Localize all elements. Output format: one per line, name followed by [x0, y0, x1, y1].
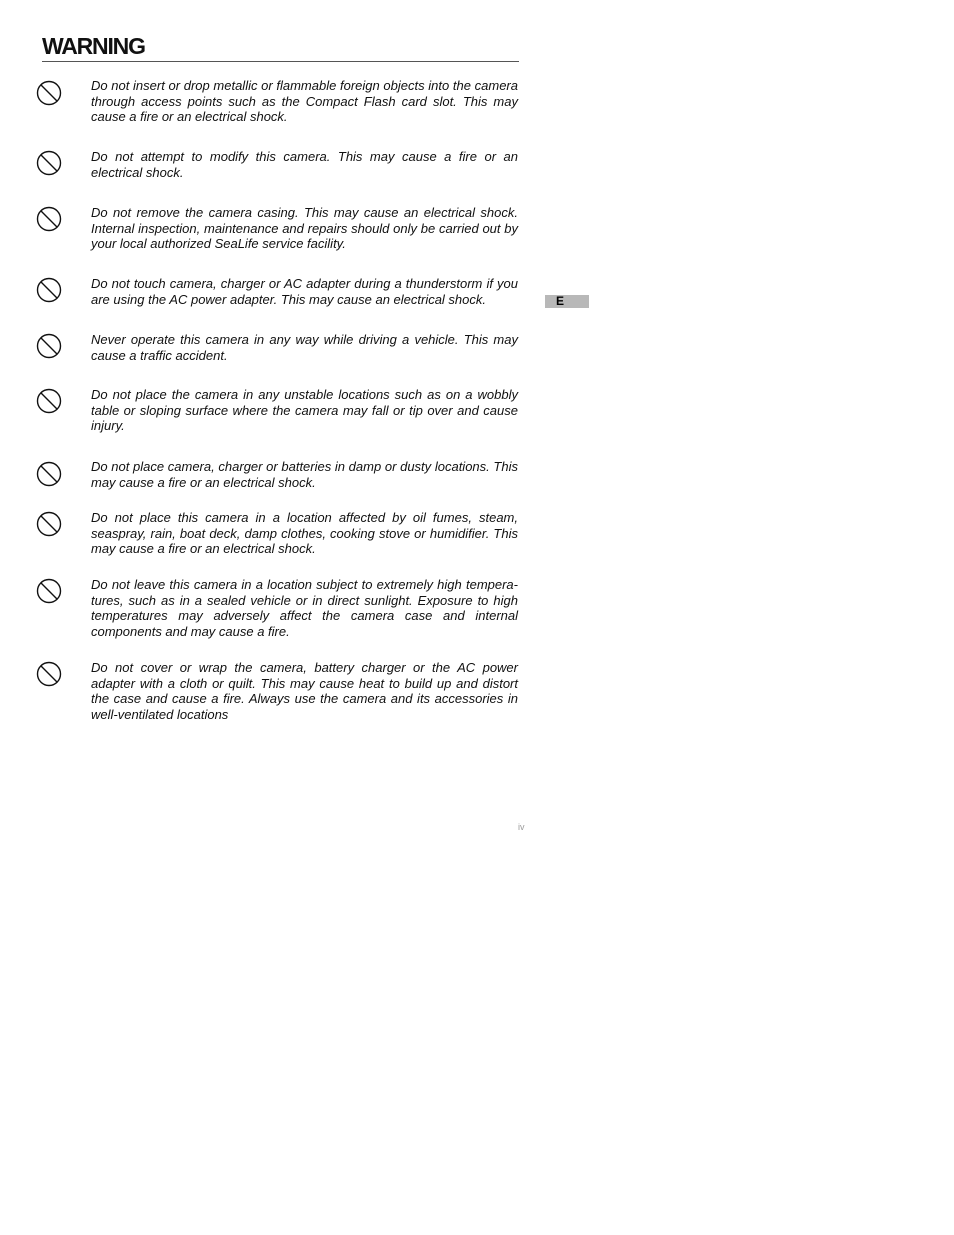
language-tab — [545, 295, 589, 308]
page-title: WARNING — [42, 33, 145, 59]
warning-text: Do not attempt to modify this camera. This may cause a fire or an electrical shock. — [91, 149, 518, 180]
prohibition-icon — [36, 277, 62, 303]
prohibition-icon — [36, 511, 62, 537]
prohibition-icon — [36, 461, 62, 487]
prohibition-icon — [36, 388, 62, 414]
prohibition-icon — [36, 150, 62, 176]
language-tab-label: E — [556, 294, 565, 308]
page-number: iv — [518, 822, 525, 832]
prohibition-icon — [36, 578, 62, 604]
warning-text: Do not place this camera in a location affected by oil fumes, steam, seaspray, rain, boat deck, damp clothes, cooking stove or humidifier. This may cause a fire or an electrical shock. — [91, 510, 518, 557]
warning-text: Never operate this camera in any way while driving a vehicle. This may cause a traffic accident. — [91, 332, 518, 363]
warning-text: Do not cover or wrap the camera, battery charger or the AC power adapter with a cloth or quilt. This may cause heat to build up and distort the case and cause a fire. Always use the camera and its accessories in well-ventilated locations — [91, 660, 518, 723]
warning-text: Do not touch camera, charger or AC adapter during a thunderstorm if you are using the AC power adapter. This may cause an electrical shock. — [91, 276, 518, 307]
warning-text: Do not place camera, charger or batteries in damp or dusty locations. This may cause a fire or an electrical shock. — [91, 459, 518, 490]
warning-text: Do not leave this camera in a location subject to extremely high tempera- tures, such as in a sealed vehicle or in direct sunlight. Exposure to high temperatures may adversely affect the camera case and internal components and may cause a fire. — [91, 577, 518, 640]
warning-text: Do not remove the camera casing. This may cause an electrical shock. Internal inspection, maintenance and repairs should only be carried out by your local authorized SeaLife service facility. — [91, 205, 518, 252]
prohibition-icon — [36, 661, 62, 687]
title-divider — [42, 61, 519, 62]
prohibition-icon — [36, 333, 62, 359]
prohibition-icon — [36, 206, 62, 232]
prohibition-icon — [36, 80, 62, 106]
warning-text: Do not place the camera in any unstable locations such as on a wobbly table or sloping surface where the camera may fall or tip over and cause injury. — [91, 387, 518, 434]
warning-text: Do not insert or drop metallic or flammable foreign objects into the camera through access points such as the Compact Flash card slot. This may cause a fire or an electrical shock. — [91, 78, 518, 125]
